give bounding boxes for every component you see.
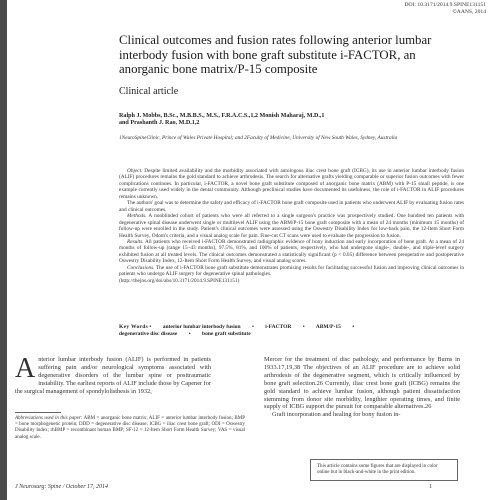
- doi-header: [404, 2, 486, 16]
- article-title: Clinical outcomes and fusion rates following anterior lumbar interbody fusion with bone graft substitute i-FACTOR, an anorganic bone matrix/P-15 composite: [119, 33, 432, 77]
- abstract-results-text: All patients who received i-FACTOR demonstrated radiographic evidence of bony induction and early incorporation of bone graft. At a mean of 24 months of follow-up (range 15–43 months), 97.5%, 81%, and 100% of patients, respectively, who had undergone single-, double-, and triple-level surgery exhibited fusion at all treated levels. The clinical outcomes demonstrated a statistically significant (p < 0.05) difference between preoperative and postoperative Oswestry Disability Index, 12-Item Short Form Health Survey, and visual analog scores.: [119, 238, 464, 265]
- abstract-object: [119, 168, 464, 200]
- body-right-column: [264, 356, 460, 419]
- abstract-url[interactable]: (http://thejns.org/doi/abs/10.3171/2014.9.SPINE131151): [119, 277, 240, 284]
- article-type: Clinical article: [119, 86, 179, 97]
- footer-journal: J Neurosurg: Spine / October 17, 2014: [15, 484, 109, 490]
- body-paragraph: Mercer for the treatment of disc pathology, and performance by Burns in 1933.17,19,38 The objectives of an ALIF procedure are to achieve solid arthrodesis of the degenerative segment, which is critically influenced by bone graft selection.26 Currently, iliac crest bone graft (ICBG) remains the gold standard to achieve lumbar fusion, although patient dissatisfaction stemming from donor site morbidity, lengthier operating times, and finite supply of ICBG support the pursuit for comparable alternatives.26: [264, 356, 460, 411]
- abstract-methods-text: A nonblinded cohort of patients who were all referred to a single surgeon's practice was prospectively studied. One hundred ten patients with degenerative spinal disease underwent single or multilevel ALIF using the ABM/P-15 bone graft composite with a mean of 24 months (minimum 15 months) of follow-up were enrolled in the study. Patient's clinical outcomes were assessed using the Oswestry Disability Index for low-back pain, the 12-Item Short Form Health Survey, Odom's criteria, and a visual analog scale for pain. Fine-cut CT scans were used to evaluate the progression to fusion.: [119, 213, 464, 239]
- page-number: 1: [429, 484, 432, 490]
- keyword-bullet: •: [251, 324, 254, 330]
- keyword: degenerative disc disease: [119, 331, 178, 338]
- abbreviations-label: Abbreviations used in this paper:: [15, 416, 83, 421]
- abbreviations-footnote: [15, 416, 245, 441]
- keywords-label: Key Words: [119, 324, 149, 330]
- authors-line-1: Ralph J. Mobbs, B.Sc., M.B.B.S., M.S., F.R.A.C.S.,1,2 Monish Maharaj, M.D.,1: [119, 113, 325, 119]
- abstract-conclusions-label: Conclusions.: [127, 264, 155, 271]
- keywords: [119, 324, 464, 339]
- abstract-methods-label: Methods.: [127, 213, 147, 220]
- body-paragraph: Graft incorporation and healing for bony fusion in-: [272, 411, 401, 419]
- body-paragraph: [15, 353, 212, 396]
- abstract-conclusions: [119, 265, 464, 278]
- abstract-results: [119, 239, 464, 265]
- drop-cap: A: [15, 353, 36, 384]
- abstract-aim: The authors' goal was to determine the safety and efficacy of i-FACTOR bone graft composite used in patients who underwent ALIF by evaluating fusion rates and clinical outcomes.: [119, 200, 464, 213]
- footnote-rule: [15, 412, 61, 413]
- abstract-conclusions-text: The use of i-FACTOR bone graft substitute demonstrates promising results for facilitating successful fusion and improving clinical outcomes in patients who undergo ALIF surgery for degenerative spinal pathologies.: [119, 264, 464, 278]
- keyword: bone graft substitute: [202, 331, 251, 338]
- abstract: [119, 168, 464, 284]
- abbreviations-text: ABM = anorganic bone matrix; ALIF = anterior lumbar interbody fusion; BMP = bone morphogenetic protein; DDD = degenerative disc disease; ICBG = iliac crest bone graft; ODI = Oswestry Disability Index; rhBMP = recombinant human BMP; SF-12 = 12-Item Short Form Health Survey; VAS = visual analog scale.: [15, 416, 245, 440]
- abstract-methods: [119, 213, 464, 239]
- keyword-bullet: •: [302, 324, 305, 330]
- keyword-bullet: •: [352, 324, 355, 330]
- keyword: anterior lumbar interbody fusion: [162, 324, 241, 330]
- authors-line-2: and Prashanth J. Rao, M.D.1,2: [119, 120, 200, 127]
- abstract-object-label: Object.: [127, 168, 143, 174]
- color-figure-note: This article contains some figures that are displayed in color online but in black-and-white in the print edition.: [310, 459, 458, 481]
- body-left-text: nterior lumbar interbody fusion (ALIF) is performed in patients suffering pain and/or neurological symptoms associated with degenerative disorders of the lumbar spine or posttraumatic instability. The earliest reports of ALIF include those by Capener for the surgical management of spondylolisthesis in 1932,: [15, 356, 212, 395]
- keyword: ABM/P-15: [315, 324, 341, 330]
- abstract-object-text: Despite limited availability and the morbidity associated with autologous iliac crest bone graft (ICBG), its use in anterior lumbar interbody fusion (ALIF) procedures remains the gold standard to achieve arthrodesis. The search for alternative grafts yielding comparable or superior fusion outcomes with fewer complications continues. In particular, i-FACTOR, a novel bone graft substitute composed of anorganic bone matrix (ABM) with P-15 small peptide, is one example currently used widely in the dental community. Although preclinical studies have documented its usefulness, the role of i-FACTOR in ALIF procedures remains unknown.: [119, 168, 464, 200]
- body-left-column: [15, 353, 212, 396]
- author-list: [119, 113, 459, 127]
- keyword: i-FACTOR: [265, 324, 292, 330]
- keyword-bullet: •: [188, 331, 191, 338]
- left-margin-bar: [0, 0, 7, 500]
- doi-text: DOI: 10.3171/2014.9.SPINE131151: [404, 2, 486, 8]
- affiliations: 1NeuroSpineClinic, Prince of Wales Private Hospital; and 2Faculty of Medicine, University of New South Wales, Sydney, Australia: [119, 135, 398, 141]
- abstract-results-label: Results.: [127, 238, 144, 245]
- keyword-bullet: •: [149, 324, 152, 330]
- copyright-text: ©AANS, 2014: [452, 9, 486, 15]
